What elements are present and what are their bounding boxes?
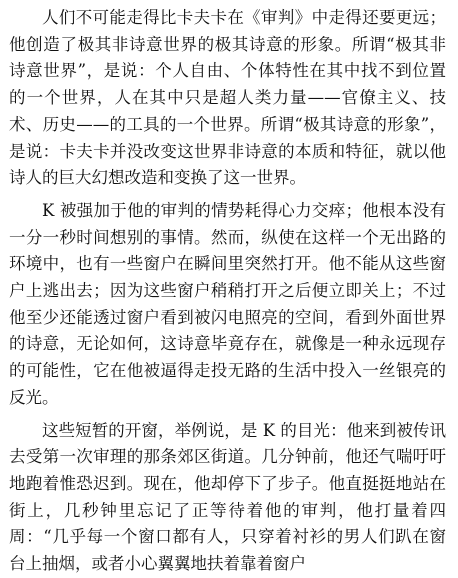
paragraph-2: K 被强加于他的审判的情势耗得心力交瘁；他根本没有一分一秒时间想别的事情。然而，纵使在这样一个无出路的环境中，也有一些窗户在瞬间里突然打开。他不能从这些窗户上逃出去；因为这些窗户稍稍打开之后便立即关上；不过他至少还能透过窗户看到被闪电照亮的空间，看到外面世界的诗意，无论如何，这诗意毕竟存在，就像是一种永远现存的可能性，它在他被逼得走投无路的生活中投入一丝银亮的反光。 [9, 200, 446, 407]
paragraph-3: 这些短暂的开窗，举例说，是 K 的目光：他来到被传讯去受第一次审理的那条郊区街道。几分钟前，他还气喘吁吁地跑着惟恐迟到。现在，他却停下了步子。他直挺挺地站在街上，几秒钟里忘记了正等待着他的审判，他打量着四周：“几乎每一个窗口都有人，只穿着衬衫的男人们趴在窗台上抽烟，或者小心翼翼地扶着靠着窗户 [9, 420, 446, 574]
paragraph-1: 人们不可能走得比卡夫卡在《审判》中走得还要更远；他创造了极其非诗意世界的极其诗意的形象。所谓“极其非诗意世界”，是说：个人自由、个体特性在其中找不到位置的一个世界，人在其中只是超人类力量——官僚主义、技术、历史——的工具的一个世界。所谓“极其诗意的形象”，是说：卡夫卡并没改变这世界非诗意的本质和特征，就以他诗人的巨大幻想改造和变换了这一世界。 [9, 8, 446, 188]
